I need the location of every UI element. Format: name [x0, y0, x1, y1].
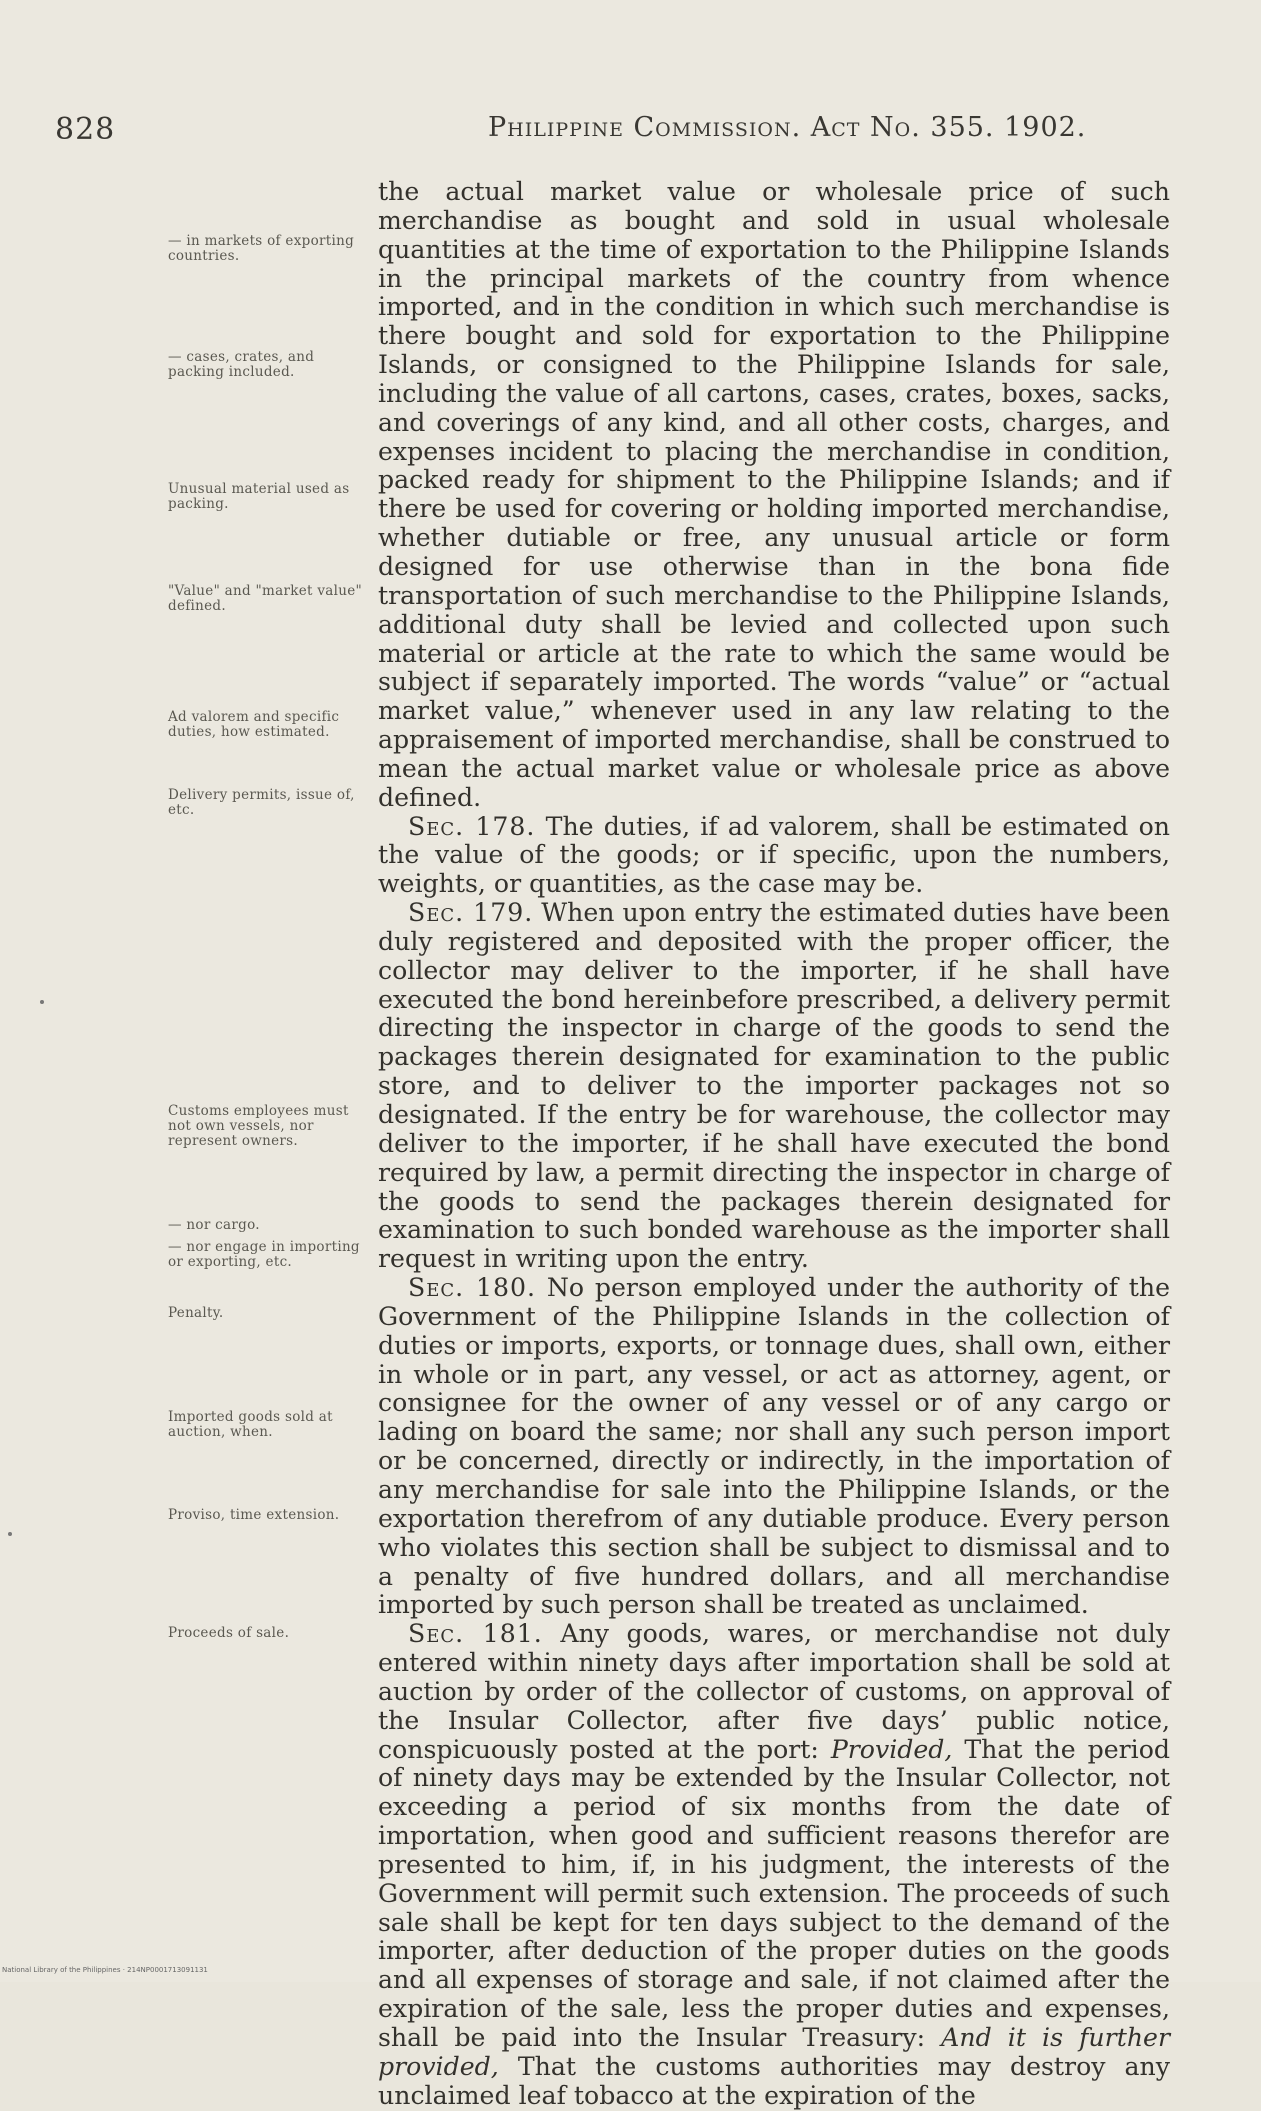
section-text: No person employed under the authority of the Government of the Philippine Islands in the collection of duties or imports, exports, or tonnage dues, shall own, either in whole or in part, any vessel, or act as attorney, agent, or consignee for the owner of any vessel or of any cargo or lading on board the same; nor shall any such person import or be concerned, directly or indirectly, in the importation of any merchandise for sale into the Philippine Islands, or the exportation therefrom of any dutiable produce. Every person who violates this section shall be subject to dismissal and to a penalty of five hundred dollars, and all merchandise imported by such person shall be treated as unclaimed.	[378, 1273, 1170, 1620]
margin-notes	[0, 0, 378, 1982]
margin-note: — nor engage in importing or exporting, etc.	[168, 1239, 360, 1270]
section-label: Sec. 180.	[408, 1273, 537, 1303]
margin-note: Proviso, time extension.	[168, 1507, 340, 1523]
section-180	[378, 1274, 1170, 1620]
section-label: Sec. 179.	[408, 898, 534, 928]
running-head: Philippine Commission. Act No. 355. 1902.	[488, 112, 1087, 143]
margin-note: Proceeds of sale.	[168, 1625, 290, 1641]
section-181	[378, 1620, 1170, 2110]
section-text: That the customs authorities may destroy any unclaimed leaf tobacco at the expiration of the	[378, 2051, 1170, 2110]
margin-note: — nor cargo.	[168, 1217, 260, 1233]
provided-italic: Provided,	[830, 1734, 953, 1764]
margin-note: Penalty.	[168, 1305, 224, 1321]
margin-note: — in markets of exporting countries.	[168, 233, 355, 264]
section-179	[378, 899, 1170, 1274]
section-178	[378, 813, 1170, 900]
page-number: 828	[55, 112, 116, 147]
margin-note: Delivery permits, issue of, etc.	[168, 787, 355, 818]
section-text: When upon entry the estimated duties have been duly registered and deposited with the proper officer, the collector may deliver to the importer, if he shall have executed the bond hereinbefore prescribed, a delivery permit directing the inspector in charge of the goods to send the packages therein designated for examination to the public store, and to deliver to the importer packages not so designated. If the entry be for warehouse, the collector may deliver to the importer, if he shall have executed the bond required by law, a permit directing the inspector in charge of the goods to send the packages therein designated for examination to such bonded warehouse as the importer shall request in writing upon the entry.	[378, 898, 1171, 1274]
section-text: The duties, if ad valorem, shall be estimated on the value of the goods; or if specific, upon the numbers, weights, or quantities, as the case may be.	[378, 811, 1171, 899]
paragraph-continued: the actual market value or wholesale price of such merchandise as bought and sold in usual wholesale quantities at the time of exportation to the Philippine Islands in the principal markets of the country from whence imported, and in the condition in which such merchandise is there bought and sold for exportation to the Philippine Islands, or consigned to the Philippine Islands for sale, including the value of all cartons, cases, crates, boxes, sacks, and coverings of any kind, and all other costs, charges, and expenses incident to placing the merchandise in condition, packed ready for shipment to the Philippine Islands; and if there be used for covering or holding imported merchandise, whether dutiable or free, any unusual article or form designed for use otherwise than in the bona fide transportation of such merchandise to the Philippine Islands, additional duty shall be levied and collected upon such material or article at the rate to which the same would be subject if separately imported. The words “value” or “actual market value,” whenever used in any law relating to the appraisement of imported merchandise, shall be construed to mean the actual market value or wholesale price as above defined.	[378, 177, 1170, 812]
section-text: That the period of ninety days may be extended by the Insular Collector, not exceeding a period of six months from the date of importation, when good and sufficient reasons therefor are presented to him, if, in his judgment, the interests of the Government will permit such extension. The proceeds of such sale shall be kept for ten days subject to the demand of the importer, after deduction of the proper duties on the goods and all expenses of storage and sale, if not claimed after the expiration of the sale, less the proper duties and expenses, shall be paid into the Insular Treasury:	[378, 1734, 1170, 2052]
section-label: Sec. 181.	[408, 1619, 543, 1649]
scan-speck	[8, 1532, 12, 1536]
scan-speck	[40, 1000, 44, 1004]
section-label: Sec. 178.	[408, 811, 536, 841]
margin-note: — cases, crates, and packing included.	[168, 349, 315, 380]
margin-note: Unusual material used as packing.	[168, 481, 350, 512]
margin-note: Imported goods sold at auction, when.	[168, 1409, 333, 1440]
margin-note: Ad valorem and specific duties, how estimated.	[168, 709, 340, 740]
margin-note: Customs employees must not own vessels, nor represent owners.	[168, 1103, 349, 1149]
scan-credit: National Library of the Philippines · 214NP0001713091131	[2, 1966, 208, 1974]
section-text: Any goods, wares, or merchandise not duly entered within ninety days after importation shall be sold at auction by order of the collector of customs, on approval of the Insular Collector, after five days’ public notice, conspicuously posted at the port:	[378, 1619, 1170, 1764]
body-text	[378, 178, 1170, 2111]
further-provided-italic: And it is further provided,	[378, 2023, 1170, 2081]
margin-note: "Value" and "market value" defined.	[168, 583, 363, 614]
